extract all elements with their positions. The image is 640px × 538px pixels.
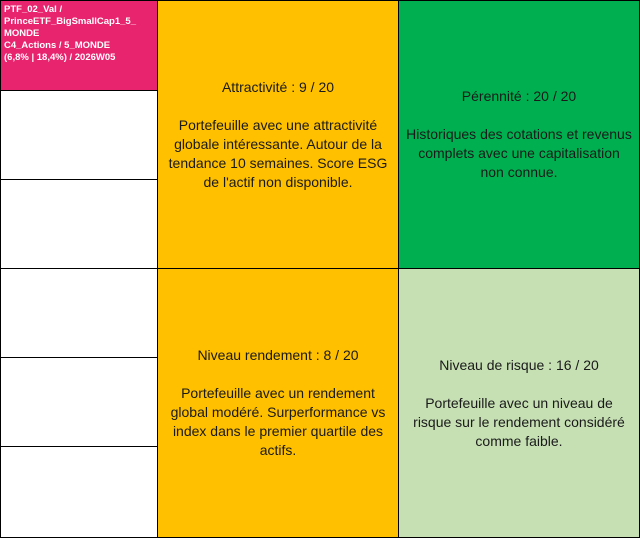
rendement-description: Portefeuille avec un rendement global modéré. Surperformance vs index dans le premier quartile des actifs. <box>170 385 386 458</box>
quadrant-perennite <box>398 0 640 269</box>
empty-cell-4 <box>0 357 158 447</box>
header-line-1: PTF_02_Val / <box>4 4 63 15</box>
header-line-3: MONDE <box>4 28 40 39</box>
header-line-2: PrinceETF_BigSmallCap1_5_ <box>4 16 136 27</box>
perennite-title: Pérennité : 20 / 20 <box>461 88 577 104</box>
empty-cell-2 <box>0 179 158 269</box>
quadrant-attractivite <box>157 0 399 269</box>
rendement-title: Niveau rendement : 8 / 20 <box>197 347 359 363</box>
header-line-5: (6,8% | 18,4%) / 2026W05 <box>4 52 116 63</box>
header-line-4: C4_Actions / 5_MONDE <box>4 40 111 51</box>
empty-cell-1 <box>0 90 158 180</box>
risque-title: Niveau de risque : 16 / 20 <box>439 356 599 373</box>
attractivite-description: Portefeuille avec une attractivité globale intéressante. Autour de la tendance 10 semaines. Score ESG de l'actif non disponible. <box>168 116 388 190</box>
perennite-description: Historiques des cotations et revenus complets avec une capitalisation non connue. <box>406 126 632 180</box>
empty-cell-5 <box>0 446 158 538</box>
risque-description: Portefeuille avec un niveau de risque sur le rendement considéré comme faible. <box>413 394 625 449</box>
quadrant-risque <box>398 268 640 538</box>
portfolio-header-cell <box>0 0 158 91</box>
attractivite-title: Attractivité : 9 / 20 <box>221 78 335 95</box>
quadrant-rendement <box>157 268 399 538</box>
empty-cell-3 <box>0 268 158 358</box>
